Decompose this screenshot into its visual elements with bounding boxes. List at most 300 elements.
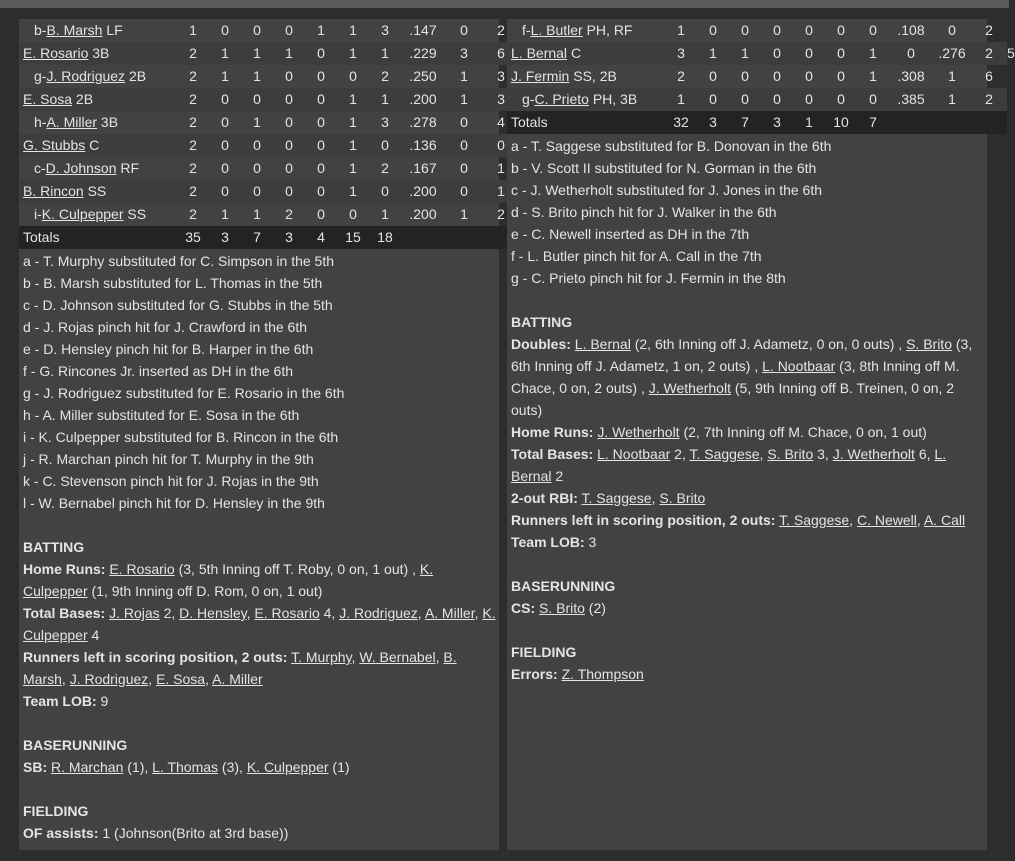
stat-detail: , bbox=[205, 671, 213, 687]
player-link[interactable]: E. Sosa bbox=[156, 671, 206, 687]
stat-cell: .136 bbox=[401, 134, 445, 157]
stat-detail: 4, bbox=[319, 605, 340, 621]
stat-cell: 6 bbox=[985, 68, 993, 84]
totals-label: Totals bbox=[19, 226, 177, 249]
stat-cell: 2 bbox=[177, 42, 209, 65]
player-link[interactable]: L. Bernal bbox=[511, 446, 947, 484]
totals-stat-cell: 7 bbox=[241, 226, 273, 249]
stat-detail: , bbox=[651, 490, 660, 506]
totals-stat-cell: 10 bbox=[825, 111, 857, 134]
stat-cell: 1 bbox=[209, 42, 241, 65]
stat-cell: 1 bbox=[253, 206, 261, 222]
table-row bbox=[19, 134, 519, 157]
player-link[interactable]: L. Nootbaar bbox=[762, 358, 836, 374]
player-link[interactable]: E. Rosario bbox=[23, 45, 89, 61]
player-link[interactable]: E. Rosario bbox=[254, 605, 320, 621]
stat-cell: 0 bbox=[857, 88, 889, 111]
substitution-note: a - T. Murphy substituted for C. Simpson in the 5th bbox=[23, 253, 335, 269]
home-risp: Runners left in scoring position, 2 outs: T. Saggese, C. Newell, A. Call bbox=[511, 512, 966, 528]
stat-cell: 4 bbox=[497, 114, 505, 130]
player-position: SS bbox=[87, 183, 107, 199]
substitution-note: l - W. Bernabel pinch hit for D. Hensley in the 9th bbox=[23, 495, 325, 511]
stat-cell: 0 bbox=[697, 88, 729, 111]
player-link[interactable]: B. Rincon bbox=[23, 183, 84, 199]
table-row bbox=[507, 88, 1007, 111]
player-link[interactable]: A. Miller bbox=[212, 671, 263, 687]
stat-cell: 0 bbox=[209, 88, 241, 111]
player-position: RF bbox=[120, 160, 140, 176]
stat-detail: (2, 7th Inning off M. Chace, 0 on, 1 out) bbox=[679, 424, 927, 440]
stat-cell: 1 bbox=[857, 42, 889, 65]
stat-detail: 2 bbox=[551, 468, 564, 484]
stat-cell: 0 bbox=[445, 180, 483, 203]
stat-cell: 1 bbox=[241, 42, 273, 65]
player-link[interactable]: J. Rodriguez bbox=[46, 68, 126, 84]
stat-cell: 2 bbox=[971, 42, 1007, 65]
stat-cell: 0 bbox=[209, 134, 241, 157]
stat-cell: 0 bbox=[221, 160, 229, 176]
stat-cell: 3 bbox=[445, 42, 483, 65]
away-stolen-bases: SB: R. Marchan (1), L. Thomas (3), K. Culpepper (1) bbox=[23, 759, 350, 775]
stat-cell: 2 bbox=[497, 206, 505, 222]
substitution-note: e - C. Newell inserted as DH in the 7th bbox=[511, 226, 750, 242]
window-top-bar bbox=[0, 0, 1009, 8]
stat-cell: 0 bbox=[805, 22, 813, 38]
stat-cell: 1 bbox=[369, 88, 401, 111]
player-link[interactable]: S. Brito bbox=[767, 446, 814, 462]
stat-cell: 1 bbox=[253, 68, 261, 84]
stat-cell: 0 bbox=[741, 68, 749, 84]
table-row bbox=[507, 19, 1007, 42]
player-link[interactable]: L. Bernal bbox=[511, 45, 568, 61]
away-risp: Runners left in scoring position, 2 outs: T. Murphy, W. Bernabel, B. Marsh, J. Rodriguez, E. Sosa, A. Miller bbox=[23, 649, 457, 687]
player-cell bbox=[507, 19, 665, 42]
stat-detail: (1), bbox=[123, 759, 153, 775]
sub-prefix: h- bbox=[34, 114, 47, 130]
stat-cell: 0 bbox=[285, 68, 293, 84]
player-link[interactable]: A. Call bbox=[923, 512, 966, 528]
stat-cell: 2 bbox=[189, 206, 197, 222]
player-link[interactable]: K. Culpepper bbox=[23, 561, 434, 599]
stat-cell: 2 bbox=[177, 180, 209, 203]
home-caught-stealing: CS: S. Brito (2) bbox=[511, 600, 606, 616]
totals-row bbox=[19, 226, 519, 249]
stat-cell: .200 bbox=[401, 180, 445, 203]
stat-cell: 0 bbox=[741, 22, 749, 38]
stat-detail: , bbox=[61, 671, 70, 687]
player-cell bbox=[19, 19, 177, 42]
totals-label: Totals bbox=[507, 111, 665, 134]
stat-cell: .385 bbox=[889, 88, 933, 111]
stat-cell: 1 bbox=[677, 22, 685, 38]
stat-cell: 1 bbox=[337, 134, 369, 157]
stat-detail: , bbox=[246, 605, 255, 621]
substitution-note: i - K. Culpepper substituted for B. Rincon in the 6th bbox=[23, 429, 339, 445]
substitution-note: f - G. Rincones Jr. inserted as DH in the 6th bbox=[23, 363, 294, 379]
stat-detail: 2, bbox=[670, 446, 690, 462]
stat-cell: 0 bbox=[241, 88, 273, 111]
player-link[interactable]: D. Johnson bbox=[45, 160, 117, 176]
stat-cell: 0 bbox=[317, 160, 325, 176]
away-substitutions bbox=[23, 250, 499, 514]
stat-cell: 0 bbox=[460, 114, 468, 130]
stat-cell: 0 bbox=[221, 22, 229, 38]
stat-detail: (3, 8th Inning off M. Chace, 0 on, 2 outs) , bbox=[511, 358, 960, 396]
stat-cell: 0 bbox=[445, 134, 483, 157]
totals-stat-cell: 1 bbox=[793, 111, 825, 134]
stat-cell: 0 bbox=[369, 134, 401, 157]
stat-cell: 6 bbox=[483, 42, 519, 65]
stat-detail: , bbox=[849, 512, 857, 528]
stat-cell: 1 bbox=[349, 114, 357, 130]
stat-cell: 0 bbox=[317, 206, 325, 222]
player-link[interactable]: J. Rodriguez bbox=[69, 671, 149, 687]
stat-detail: , bbox=[417, 605, 425, 621]
stat-cell: 2 bbox=[177, 134, 209, 157]
home-baserunning-heading: BASERUNNING bbox=[511, 578, 616, 594]
stat-cell: 0 bbox=[773, 68, 781, 84]
stat-cell: 0 bbox=[285, 160, 293, 176]
stat-detail: (5, 9th Inning off B. Treinen, 0 on, 2 outs) bbox=[511, 380, 955, 418]
player-link[interactable]: J. Rodriguez bbox=[339, 605, 418, 621]
away-box-score-panel bbox=[19, 19, 505, 850]
stat-cell: 2 bbox=[189, 114, 197, 130]
table-row bbox=[19, 42, 519, 65]
stat-cell: 0 bbox=[273, 134, 305, 157]
stat-detail: 2, bbox=[159, 605, 180, 621]
totals-stat-cell: 35 bbox=[177, 226, 209, 249]
home-fielding-heading: FIELDING bbox=[511, 644, 577, 660]
away-batting-table bbox=[19, 19, 519, 249]
table-row bbox=[19, 65, 519, 88]
stat-cell: 1 bbox=[337, 42, 369, 65]
stat-cell: .167 bbox=[409, 160, 437, 176]
stat-cell: 1 bbox=[337, 88, 369, 111]
stat-cell: 1 bbox=[460, 68, 468, 84]
player-link[interactable]: E. Rosario bbox=[109, 561, 175, 577]
stat-detail: , bbox=[916, 512, 924, 528]
substitution-note: h - A. Miller substituted for E. Sosa in the 6th bbox=[23, 407, 300, 423]
player-link[interactable]: T. Saggese bbox=[689, 446, 760, 462]
stat-cell: 1 bbox=[253, 114, 261, 130]
stat-cell: 1 bbox=[948, 68, 956, 84]
stat-cell: 1 bbox=[697, 42, 729, 65]
player-position: SS bbox=[127, 206, 147, 222]
table-row bbox=[19, 88, 519, 111]
away-total-bases: Total Bases: J. Rojas 2, D. Hensley, E. Rosario 4, J. Rodriguez, A. Miller, K. Culpepper 4 bbox=[23, 605, 496, 643]
stat-cell: 0 bbox=[460, 22, 468, 38]
sub-prefix: g- bbox=[34, 68, 47, 84]
player-link[interactable]: E. Sosa bbox=[23, 91, 73, 107]
substitution-note: j - R. Marchan pinch hit for T. Murphy in the 9th bbox=[23, 451, 314, 467]
stat-cell: 0 bbox=[825, 42, 857, 65]
player-cell bbox=[507, 88, 665, 111]
substitution-note: a - T. Saggese substituted for B. Donovan in the 6th bbox=[511, 138, 832, 154]
stat-cell: 0 bbox=[209, 180, 241, 203]
totals-stat-cell: 32 bbox=[665, 111, 697, 134]
player-link[interactable]: K. Culpepper bbox=[246, 759, 329, 775]
sub-prefix: f- bbox=[522, 22, 531, 38]
player-cell bbox=[507, 42, 665, 65]
totals-stat-cell: 3 bbox=[273, 226, 305, 249]
away-notes bbox=[19, 249, 499, 844]
player-link[interactable]: C. Newell bbox=[856, 512, 917, 528]
totals-row bbox=[507, 111, 1007, 134]
player-link[interactable]: B. Marsh bbox=[46, 22, 103, 38]
stat-cell: 2 bbox=[189, 68, 197, 84]
player-position: 3B bbox=[100, 114, 119, 130]
stat-cell: .276 bbox=[933, 42, 971, 65]
stat-cell: 0 bbox=[305, 42, 337, 65]
stat-cell: 2 bbox=[971, 88, 1007, 111]
stat-detail: 4 bbox=[87, 627, 100, 643]
stat-detail: , bbox=[148, 671, 157, 687]
player-link[interactable]: J. Wetherholt bbox=[597, 424, 680, 440]
player-position: C bbox=[570, 45, 582, 61]
stat-cell: 0 bbox=[773, 22, 781, 38]
stat-cell: .229 bbox=[401, 42, 445, 65]
stat-cell: 2 bbox=[677, 68, 685, 84]
stat-cell: 0 bbox=[305, 88, 337, 111]
player-link[interactable]: J. Fermin bbox=[511, 68, 570, 84]
stat-cell: 0 bbox=[793, 42, 825, 65]
table-row bbox=[19, 157, 519, 180]
stat-cell: 2 bbox=[985, 22, 993, 38]
player-link[interactable]: A. Miller bbox=[46, 114, 98, 130]
home-home-runs: Home Runs: J. Wetherholt (2, 7th Inning off M. Chace, 0 on, 1 out) bbox=[511, 424, 927, 440]
home-total-bases: Total Bases: L. Nootbaar 2, T. Saggese, S. Brito 3, J. Wetherholt 6, L. Bernal 2 bbox=[511, 446, 947, 484]
player-link[interactable]: L. Thomas bbox=[152, 759, 219, 775]
player-position: 2B bbox=[75, 91, 94, 107]
player-link[interactable]: S. Brito bbox=[906, 336, 952, 352]
stat-cell: 1 bbox=[381, 206, 389, 222]
stat-cell: 0 bbox=[349, 68, 357, 84]
stat-cell: 0 bbox=[460, 160, 468, 176]
player-position: 3B bbox=[92, 45, 110, 61]
player-link[interactable]: B. Marsh bbox=[23, 649, 457, 687]
stat-detail: (2) bbox=[584, 600, 606, 616]
player-link[interactable]: S. Brito bbox=[659, 490, 706, 506]
stat-cell: 1 bbox=[221, 206, 229, 222]
stat-detail: 6, bbox=[914, 446, 935, 462]
stat-cell: 2 bbox=[381, 68, 389, 84]
stat-cell: 0 bbox=[221, 114, 229, 130]
stat-cell: 3 bbox=[381, 114, 389, 130]
player-link[interactable]: G. Stubbs bbox=[23, 137, 86, 153]
stat-cell: 0 bbox=[825, 88, 857, 111]
stat-cell: 2 bbox=[189, 160, 197, 176]
stat-cell: 0 bbox=[761, 42, 793, 65]
totals-stat-cell: 3 bbox=[697, 111, 729, 134]
substitution-note: k - C. Stevenson pinch hit for J. Rojas in the 9th bbox=[23, 473, 319, 489]
table-row bbox=[507, 65, 1007, 88]
stat-cell: 1 bbox=[497, 160, 505, 176]
stat-detail: (1, 9th Inning off D. Rom, 0 on, 1 out) bbox=[87, 583, 323, 599]
stat-cell: .278 bbox=[409, 114, 437, 130]
totals-stat-cell: 3 bbox=[209, 226, 241, 249]
stat-cell: 0 bbox=[273, 88, 305, 111]
substitution-note: f - L. Butler pinch hit for A. Call in the 7th bbox=[511, 248, 762, 264]
stat-cell: 0 bbox=[273, 180, 305, 203]
substitution-note: b - B. Marsh substituted for L. Thomas in the 5th bbox=[23, 275, 323, 291]
substitution-note: d - S. Brito pinch hit for J. Walker in the 6th bbox=[511, 204, 777, 220]
home-box-score-panel bbox=[507, 19, 1015, 850]
table-row bbox=[19, 19, 519, 42]
player-link[interactable]: L. Bernal bbox=[574, 336, 631, 352]
away-batting-heading: BATTING bbox=[23, 539, 85, 555]
totals-stat-cell: 3 bbox=[761, 111, 793, 134]
player-link[interactable]: W. Bernabel bbox=[359, 649, 436, 665]
player-cell bbox=[19, 42, 177, 65]
player-cell bbox=[507, 65, 665, 88]
stat-detail: , bbox=[435, 649, 444, 665]
stat-cell: 1 bbox=[273, 42, 305, 65]
substitution-note: c - D. Johnson substituted for G. Stubbs in the 5th bbox=[23, 297, 333, 313]
stat-cell: .108 bbox=[897, 22, 925, 38]
away-of-assists: OF assists: 1 (Johnson(Brito at 3rd base)) bbox=[23, 825, 289, 841]
player-position: PH, 3B bbox=[592, 91, 638, 107]
player-link[interactable]: J. Rojas bbox=[109, 605, 160, 621]
stat-cell: .200 bbox=[401, 88, 445, 111]
player-link[interactable]: Z. Thompson bbox=[561, 666, 644, 682]
away-fielding-heading: FIELDING bbox=[23, 803, 89, 819]
stat-cell: 0 bbox=[253, 22, 261, 38]
home-team-lob: Team LOB: 3 bbox=[511, 534, 597, 550]
stat-detail: , bbox=[759, 446, 768, 462]
table-row bbox=[19, 111, 519, 134]
stat-cell: 2 bbox=[381, 160, 389, 176]
player-link[interactable]: J. Wetherholt bbox=[648, 380, 731, 396]
stat-cell: .308 bbox=[897, 68, 925, 84]
stat-cell: 0 bbox=[793, 88, 825, 111]
home-doubles: Doubles: L. Bernal (2, 6th Inning off J. Adametz, 0 on, 0 outs) , S. Brito (3, 6th Inning off J. Adametz, 1 on, 2 outs) , L. Nootbaar (3, 8th Inning off M. Chace, 0 on, 2 outs) , J. Wetherholt (5, 9th Inning off B. Treinen, 0 on, 2 outs) bbox=[511, 336, 973, 418]
stat-cell: 1 bbox=[337, 180, 369, 203]
home-substitutions bbox=[511, 135, 987, 289]
player-cell bbox=[19, 134, 177, 157]
substitution-note: c - J. Wetherholt substituted for J. Jones in the 6th bbox=[511, 182, 823, 198]
player-link[interactable]: S. Brito bbox=[539, 600, 585, 616]
substitution-note: e - D. Hensley pinch hit for B. Harper in the 6th bbox=[23, 341, 314, 357]
stat-cell: 0 bbox=[869, 22, 877, 38]
stat-cell: 1 bbox=[933, 88, 971, 111]
stat-cell: 2 bbox=[177, 88, 209, 111]
player-cell bbox=[19, 180, 177, 203]
player-position: PH, RF bbox=[586, 22, 633, 38]
stat-cell: 1 bbox=[445, 88, 483, 111]
stat-cell: 0 bbox=[837, 68, 845, 84]
player-position: SS, 2B bbox=[573, 68, 617, 84]
stat-cell: 0 bbox=[285, 114, 293, 130]
player-link[interactable]: T. Murphy bbox=[291, 649, 352, 665]
player-position: C bbox=[89, 137, 100, 153]
home-batting-table bbox=[507, 19, 1015, 134]
player-link[interactable]: L. Butler bbox=[530, 22, 583, 38]
player-cell bbox=[19, 157, 177, 180]
player-link[interactable]: C. Prieto bbox=[534, 91, 589, 107]
player-position: LF bbox=[106, 22, 123, 38]
stat-cell: 3 bbox=[665, 42, 697, 65]
totals-stat-cell: 4 bbox=[305, 226, 337, 249]
stat-cell: 0 bbox=[709, 22, 717, 38]
stat-cell: 0 bbox=[761, 88, 793, 111]
player-link[interactable]: L. Nootbaar bbox=[597, 446, 671, 462]
stat-cell: .200 bbox=[409, 206, 437, 222]
stat-cell: 3 bbox=[381, 22, 389, 38]
stat-cell: 0 bbox=[837, 22, 845, 38]
sub-prefix: c- bbox=[34, 160, 46, 176]
stat-cell: 0 bbox=[305, 134, 337, 157]
stat-cell: 0 bbox=[253, 160, 261, 176]
totals-stat-cell: 7 bbox=[729, 111, 761, 134]
player-link[interactable]: K. Culpepper bbox=[41, 206, 124, 222]
stat-detail: (1) bbox=[328, 759, 350, 775]
stat-cell: .250 bbox=[409, 68, 437, 84]
home-two-out-rbi: 2-out RBI: T. Saggese, S. Brito bbox=[511, 490, 706, 506]
player-link[interactable]: A. Miller bbox=[424, 605, 475, 621]
stat-cell: 0 bbox=[317, 68, 325, 84]
stat-cell: 0 bbox=[241, 134, 273, 157]
stat-cell: 0 bbox=[889, 42, 933, 65]
stat-cell: 3 bbox=[483, 88, 519, 111]
stat-detail: (3, 5th Inning off T. Roby, 0 on, 1 out) , bbox=[174, 561, 420, 577]
stat-cell: 1 bbox=[729, 42, 761, 65]
stat-cell: 1 bbox=[221, 68, 229, 84]
stat-detail: (3), bbox=[218, 759, 247, 775]
away-baserunning-heading: BASERUNNING bbox=[23, 737, 128, 753]
stat-detail: (2, 6th Inning off J. Adametz, 0 on, 0 outs) , bbox=[630, 336, 907, 352]
totals-stat-cell: 7 bbox=[857, 111, 889, 134]
substitution-note: d - J. Rojas pinch hit for J. Crawford in the 6th bbox=[23, 319, 308, 335]
stat-cell: 1 bbox=[869, 68, 877, 84]
stat-cell: 0 bbox=[241, 180, 273, 203]
stat-cell: 2 bbox=[285, 206, 293, 222]
stat-detail: (3, 6th Inning off J. Adametz, 1 on, 2 outs) , bbox=[511, 336, 973, 374]
stat-cell: 0 bbox=[369, 180, 401, 203]
stat-cell: 1 bbox=[189, 22, 197, 38]
away-home-runs: Home Runs: E. Rosario (3, 5th Inning off T. Roby, 0 on, 1 out) , K. Culpepper (1, 9th Inning off D. Rom, 0 on, 1 out) bbox=[23, 561, 434, 599]
stat-cell: 0 bbox=[317, 114, 325, 130]
sub-prefix: i- bbox=[34, 206, 42, 222]
stat-cell: 2 bbox=[497, 22, 505, 38]
player-link[interactable]: J. Wetherholt bbox=[832, 446, 915, 462]
substitution-note: g - C. Prieto pinch hit for J. Fermin in the 8th bbox=[511, 270, 786, 286]
table-row bbox=[19, 180, 519, 203]
player-position: 2B bbox=[128, 68, 147, 84]
player-link[interactable]: R. Marchan bbox=[51, 759, 124, 775]
player-link[interactable]: T. Saggese bbox=[581, 490, 652, 506]
stat-cell: 0 bbox=[349, 206, 357, 222]
stat-cell: 1 bbox=[460, 206, 468, 222]
stat-cell: 0 bbox=[805, 68, 813, 84]
stat-detail: 3, bbox=[813, 446, 833, 462]
totals-stat-cell: 18 bbox=[369, 226, 401, 249]
stat-cell: 0 bbox=[709, 68, 717, 84]
table-row: L. Bernal C 3 1 1 0 0 0 1 0 .276 2 5 bbox=[507, 42, 1007, 65]
home-batting-heading: BATTING bbox=[511, 314, 573, 330]
stat-cell: 1 bbox=[317, 22, 325, 38]
home-errors: Errors: Z. Thompson bbox=[511, 666, 644, 682]
player-link[interactable]: T. Saggese bbox=[779, 512, 850, 528]
sub-prefix: b- bbox=[34, 22, 47, 38]
sub-prefix: g- bbox=[522, 91, 535, 107]
stat-cell: 1 bbox=[665, 88, 697, 111]
player-link[interactable]: D. Hensley bbox=[179, 605, 247, 621]
stat-cell: 1 bbox=[349, 160, 357, 176]
home-notes bbox=[507, 134, 987, 685]
stat-cell: 3 bbox=[497, 68, 505, 84]
stat-cell: 0 bbox=[305, 180, 337, 203]
player-link[interactable]: K. Culpepper bbox=[23, 605, 496, 643]
